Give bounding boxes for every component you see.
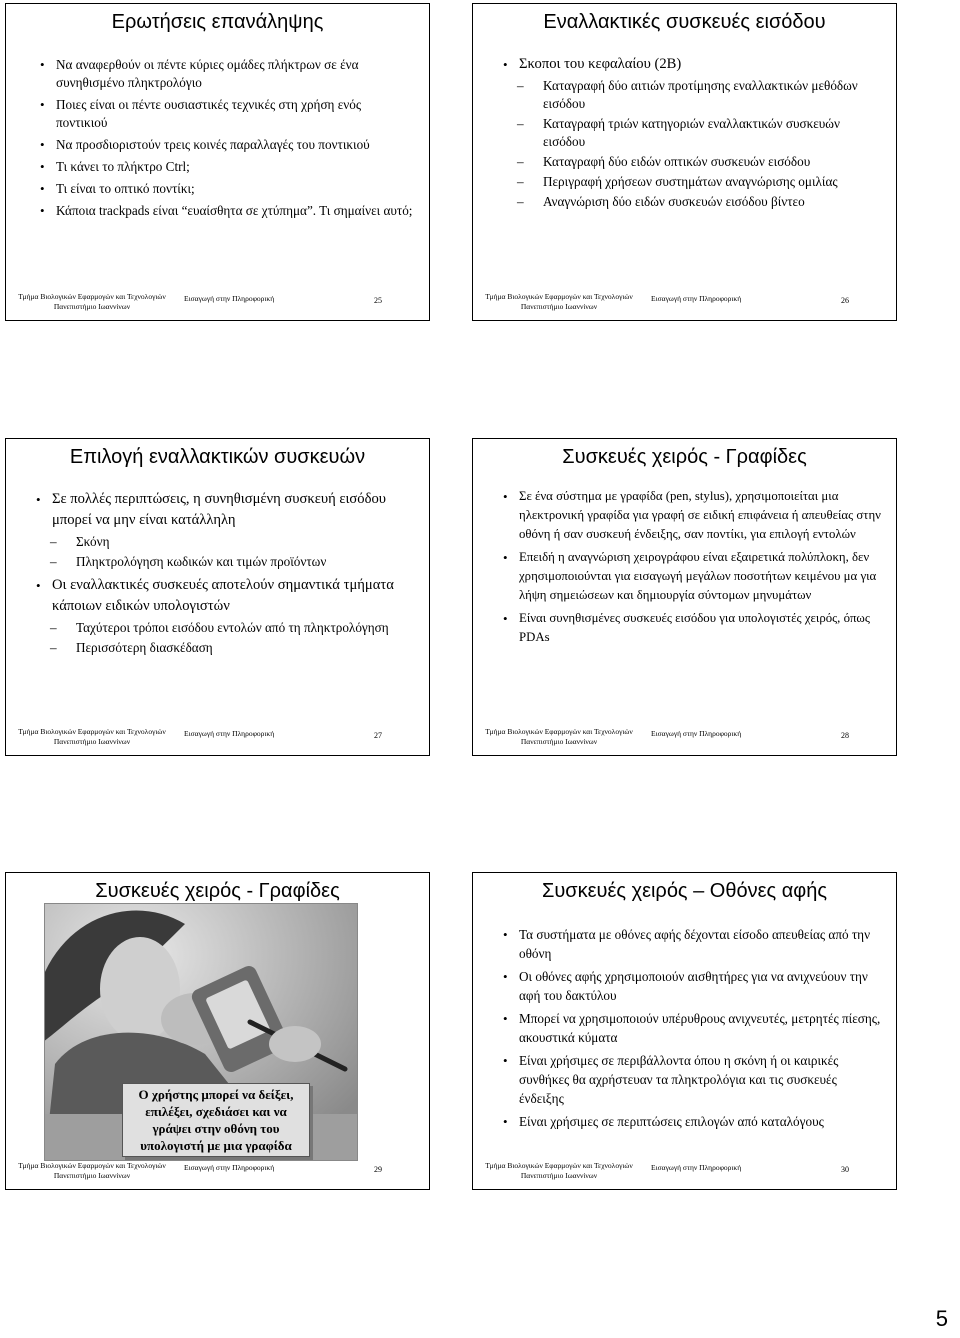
footer-dept-line2: Πανεπιστήμιο Ιωαννίνων [53,737,131,746]
slide-title: Συσκευές χειρός - Γραφίδες [95,880,340,902]
slide-30 [472,872,897,1190]
sub-bullet: – Σκόνη [36,533,415,551]
footer-dept [479,1161,639,1181]
footer-dept-line1: Τμήμα Βιολογικών Εφαρμογών και Τεχνολογιών [485,727,633,736]
footer-dept-line1: Τμήμα Βιολογικών Εφαρμογών και Τεχνολογιών [485,1161,633,1170]
footer-course: Εισαγωγή στην Πληροφορική [651,1163,742,1172]
sub-bullet: – Ταχύτεροι τρόποι εισόδου εντολών από τη πληκτρολόγηση [36,619,415,637]
bullet: • Τα συστήματα με οθόνες αφής δέχονται είσοδο απευθείας από την οθόνη [503,925,882,963]
footer-dept-line2: Πανεπιστήμιο Ιωαννίνων [520,1171,598,1180]
bullet: • Να προσδιοριστούν τρεις κοινές παραλλαγές του ποντικιού [40,136,415,154]
page-number: 5 [935,1306,948,1331]
footer-dept [12,1161,172,1181]
bullet: • Οι εναλλακτικές συσκευές αποτελούν σημαντικά τμήματα κάποιων ειδικών υπολογιστών [36,575,415,617]
footer-dept-line2: Πανεπιστήμιο Ιωαννίνων [520,302,598,311]
slide-number: 28 [841,731,849,740]
bullet: • Είναι συνηθισμένες συσκευές εισόδου για υπολογιστές χειρός, όπως PDAs [503,609,882,647]
footer-dept-line1: Τμήμα Βιολογικών Εφαρμογών και Τεχνολογιών [18,1161,166,1170]
slide-number: 27 [374,731,382,740]
slide-title: Ερωτήσεις επανάληψης [111,11,324,33]
slide-number: 30 [841,1165,849,1174]
sub-bullet: – Καταγραφή δύο ειδών οπτικών συσκευών εισόδου [503,153,882,171]
bullet: • Είναι χρήσιμες σε περιβάλλοντα όπου η σκόνη ή οι καιρικές συνθήκες θα αχρήστευαν τα πληκτρολόγια και τις συσκευές ένδειξης [503,1051,882,1108]
footer-course: Εισαγωγή στην Πληροφορική [651,294,742,303]
slide-footer [473,292,896,314]
footer-dept-line2: Πανεπιστήμιο Ιωαννίνων [520,737,598,746]
slide-title: Εναλλακτικές συσκευές εισόδου [543,11,826,33]
slide-25 [5,3,430,321]
bullet: • Να αναφερθούν οι πέντε κύριες ομάδες πλήκτρων σε ένα συνηθισμένο πληκτρολόγιο [40,56,415,92]
bullet: • Μπορεί να χρησιμοποιούν υπέρυθρους ανιχνευτές, μετρητές πίεσης, ακουστικά κύματα [503,1009,882,1047]
slide-body [40,56,415,220]
slide-28 [472,438,897,756]
sub-bullet: – Αναγνώριση δύο ειδών συσκευών εισόδου βίντεο [503,193,882,211]
slide-title: Επιλογή εναλλακτικών συσκευών [69,446,366,468]
bullet: • Σε ένα σύστημα με γραφίδα (pen, stylus), χρησιμοποιείται μια ηλεκτρονική γραφίδα για γραφή σε ειδική επιφάνεια ή απευθείας στην οθόνη ή σαν συσκευή ένδειξης, σαν ποντίκι, για επιλογή εντολών [503,487,882,544]
footer-dept [12,727,172,747]
footer-course: Εισαγωγή στην Πληροφορική [184,294,275,303]
sub-bullet: – Πληκτρολόγηση κωδικών και τιμών προϊόντων [36,553,415,571]
bullet: • Είναι χρήσιμες σε περιπτώσεις επιλογών από καταλόγους [503,1112,882,1131]
slide-27 [5,438,430,756]
slide-footer [6,292,429,314]
bullet: • Ποιες είναι οι πέντε ουσιαστικές τεχνικές στη χρήση ενός ποντικιού [40,96,415,132]
footer-dept-line1: Τμήμα Βιολογικών Εφαρμογών και Τεχνολογιών [485,292,633,301]
slide-number: 26 [841,296,849,305]
footer-dept-line2: Πανεπιστήμιο Ιωαννίνων [53,302,131,311]
footer-dept [479,727,639,747]
bullet: • Κάποια trackpads είναι “ευαίσθητα σε χτύπημα”. Τι σημαίνει αυτό; [40,202,415,220]
footer-course: Εισαγωγή στην Πληροφορική [184,1163,275,1172]
bullet: • Τι κάνει το πλήκτρο Ctrl; [40,158,415,176]
photo-caption: Ο χρήστης μπορεί να δείξει, επιλέξει, σχεδιάσει και να γράψει στην οθόνη του υπολογιστή με μια γραφίδα [122,1083,310,1157]
bullet: • Οι οθόνες αφής χρησιμοποιούν αισθητήρες για να ανιχνεύουν την αφή του δακτύλου [503,967,882,1005]
footer-dept-line1: Τμήμα Βιολογικών Εφαρμογών και Τεχνολογιών [18,727,166,736]
slide-number: 29 [374,1165,382,1174]
footer-dept-line1: Τμήμα Βιολογικών Εφαρμογών και Τεχνολογιών [18,292,166,301]
slide-footer [6,727,429,749]
footer-course: Εισαγωγή στην Πληροφορική [184,729,275,738]
slide-26 [472,3,897,321]
sub-bullet: – Περισσότερη διασκέδαση [36,639,415,657]
bullet: • Σε πολλές περιπτώσεις, η συνηθισμένη συσκευή εισόδου μπορεί να μην είναι κατάλληλη [36,489,415,531]
slide-title: Συσκευές χειρός – Οθόνες αφής [541,880,828,902]
footer-dept [12,292,172,312]
slide-body [503,54,882,211]
slide-footer [6,1161,429,1183]
slide-body [503,487,882,647]
slide-number: 25 [374,296,382,305]
sub-bullet: – Καταγραφή δύο αιτιών προτίμησης εναλλακτικών μεθόδων εισόδου [503,77,882,113]
slide-29 [5,872,430,1190]
slide-title: Συσκευές χειρός - Γραφίδες [562,446,807,468]
slide-footer [473,1161,896,1183]
slide-body [36,489,415,657]
sub-bullet: – Περιγραφή χρήσεων συστημάτων αναγνώρισης ομιλίας [503,173,882,191]
footer-course: Εισαγωγή στην Πληροφορική [651,729,742,738]
bullet: • Επειδή η αναγνώριση χειρογράφου είναι εξαιρετικά πολύπλοκη, δεν χρησιμοποιούνται για εισαγωγή μεγάλων ποσοτήτων κειμένου μα για λήψη σημειώσεων και δημιουργία σύντομων μηνυμάτων [503,548,882,605]
slide-footer [473,727,896,749]
sub-bullet: – Καταγραφή τριών κατηγοριών εναλλακτικών συσκευών εισόδου [503,115,882,151]
footer-dept [479,292,639,312]
bullet: • Τι είναι το οπτικό ποντίκι; [40,180,415,198]
slide-body [503,925,882,1131]
footer-dept-line2: Πανεπιστήμιο Ιωαννίνων [53,1171,131,1180]
bullet: • Σκοποι του κεφαλαίου (2Β) [503,54,882,75]
